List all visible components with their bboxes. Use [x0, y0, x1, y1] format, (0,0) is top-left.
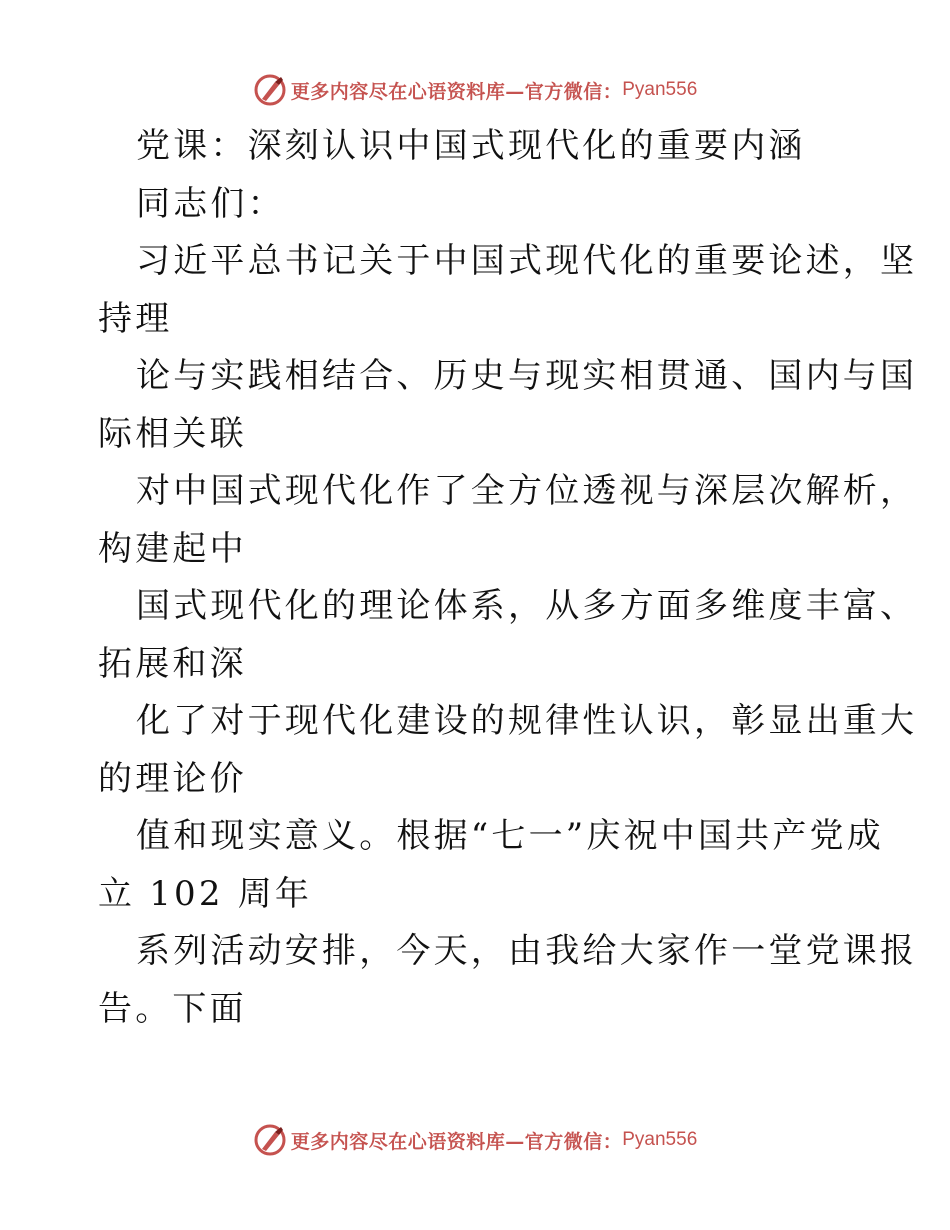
paragraph-line: 拓展和深: [98, 643, 247, 684]
paragraph-line: 论与实践相结合、历史与现实相贯通、国内与国: [136, 356, 918, 396]
document-title: 党课：深刻认识中国式现代化的重要内涵: [136, 126, 806, 166]
paragraph-line: 国式现代化的理论体系，从多方面多维度丰富、: [136, 586, 918, 626]
salutation: 同志们：: [136, 183, 285, 224]
header-watermark: [0, 70, 950, 110]
paragraph-line: 的理论价: [98, 758, 247, 799]
footer-watermark: [0, 1120, 950, 1160]
paragraph-line: 际相关联: [98, 413, 247, 454]
paragraph-line: 对中国式现代化作了全方位透视与深层次解析，: [136, 471, 918, 511]
watermark-handle: Pyan556: [622, 79, 698, 100]
watermark-text: 更多内容尽在心语资料库—官方微信：: [290, 80, 623, 103]
quill-logo-icon: [253, 73, 287, 107]
paragraph-line: 告。下面: [98, 988, 247, 1029]
document-body: [98, 118, 918, 1038]
watermark-text: 更多内容尽在心语资料库—官方微信：: [290, 1130, 623, 1153]
paragraph-line: 系列活动安排，今天，由我给大家作一堂党课报: [136, 931, 918, 971]
paragraph-line: 构建起中: [98, 528, 247, 569]
quill-logo-icon: [253, 1123, 287, 1157]
paragraph-line: 立 102 周年: [98, 873, 313, 914]
paragraph-line: 化了对于现代化建设的规律性认识，彰显出重大: [136, 701, 918, 741]
paragraph-line: 习近平总书记关于中国式现代化的重要论述，坚: [136, 241, 918, 281]
paragraph-line: 值和现实意义。根据“七一”庆祝中国共产党成: [136, 816, 884, 856]
watermark-handle: Pyan556: [622, 1129, 698, 1150]
paragraph-line: 持理: [98, 298, 173, 339]
